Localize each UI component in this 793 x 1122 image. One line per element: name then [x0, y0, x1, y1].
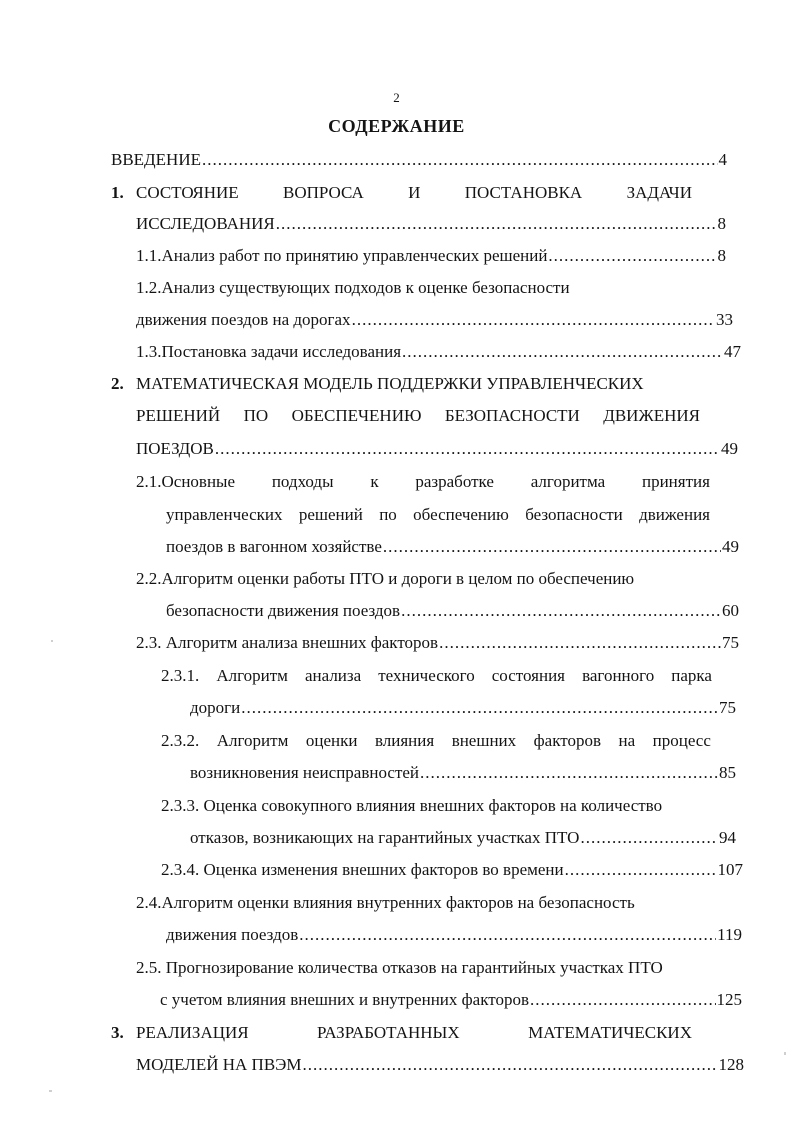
- chapter-3-number: 3.: [111, 1023, 124, 1042]
- toc-entry-chapter-3: МОДЕЛЕЙ НА ПВЭМ ..... 128: [136, 1053, 744, 1077]
- toc-entry-chapter-2: ПОЕЗДОВ ..... 49: [136, 437, 738, 461]
- toc-entry-2-3-3: отказов, возникающих на гарантийных участках ПТО ..... 94: [190, 826, 736, 850]
- toc-entry-2-3-3-line1: 2.3.3. Оценка совокупного влияния внешних факторов на количество: [161, 796, 663, 815]
- toc-entry-2-2-line1: 2.2.Алгоритм оценки работы ПТО и дороги в целом по обеспечению: [136, 569, 635, 588]
- toc-entry-2-1-line1: 2.1.Основные подходы к разработке алгоритма принятия: [136, 472, 710, 491]
- toc-entry-2-3-1-line1: 2.3.1. Алгоритм анализа технического состояния вагонного парка: [161, 666, 712, 685]
- scan-speck: [51, 640, 53, 642]
- toc-entry-2-5-line1: 2.5. Прогнозирование количества отказов на гарантийных участках ПТО: [136, 958, 663, 977]
- toc-entry-2-1: поездов в вагонном хозяйстве ..... 49: [166, 535, 739, 559]
- chapter-2-title-line2: РЕШЕНИЙ ПО ОБЕСПЕЧЕНИЮ БЕЗОПАСНОСТИ ДВИЖЕНИЯ: [136, 406, 700, 425]
- scan-speck: [49, 1090, 52, 1092]
- toc-entry-1-2-line1: 1.2.Анализ существующих подходов к оценке безопасности: [136, 278, 570, 297]
- toc-entry-2-4: движения поездов ..... 119: [166, 923, 742, 947]
- toc-entry-chapter-1: ИССЛЕДОВАНИЯ ..... 8: [136, 212, 726, 236]
- toc-entry-2-1-line2: управленческих решений по обеспечению безопасности движения: [166, 505, 710, 524]
- toc-entry-intro: ВВЕДЕНИЕ ..... 4: [111, 148, 727, 172]
- chapter-2-title-line1: МАТЕМАТИЧЕСКАЯ МОДЕЛЬ ПОДДЕРЖКИ УПРАВЛЕНЧЕСКИХ: [136, 374, 644, 393]
- toc-entry-1-3: 1.3.Постановка задачи исследования ..... 47: [136, 340, 741, 364]
- toc-entry-2-3-2-line1: 2.3.2. Алгоритм оценки влияния внешних факторов на процесс: [161, 731, 711, 750]
- chapter-3-title-line1: РЕАЛИЗАЦИЯ РАЗРАБОТАННЫХ МАТЕМАТИЧЕСКИХ: [136, 1023, 692, 1042]
- chapter-1-title-line1: СОСТОЯНИЕ ВОПРОСА И ПОСТАНОВКА ЗАДАЧИ: [136, 183, 692, 202]
- toc-entry-2-4-line1: 2.4.Алгоритм оценки влияния внутренних факторов на безопасность: [136, 893, 635, 912]
- chapter-2-number: 2.: [111, 374, 124, 393]
- toc-entry-2-3-2: возникновения неисправностей ..... 85: [190, 761, 736, 785]
- scan-speck: [784, 1052, 786, 1055]
- toc-entry-2-3-4: 2.3.4. Оценка изменения внешних факторов во времени ..... 107: [161, 858, 743, 882]
- toc-entry-2-5: с учетом влияния внешних и внутренних факторов ..... 125: [160, 988, 742, 1012]
- toc-entry-2-3-1: дороги ..... 75: [190, 696, 736, 720]
- page-number: 2: [393, 90, 400, 105]
- page-title: СОДЕРЖАНИЕ: [328, 116, 465, 136]
- toc-entry-1-2: движения поездов на дорогах ..... 33: [136, 308, 733, 332]
- toc-entry-1-1: 1.1.Анализ работ по принятию управленческих решений ..... 8: [136, 244, 726, 268]
- chapter-1-number: 1.: [111, 183, 124, 202]
- toc-entry-2-3: 2.3. Алгоритм анализа внешних факторов ..... 75: [136, 631, 739, 655]
- toc-entry-2-2: безопасности движения поездов ..... 60: [166, 599, 739, 623]
